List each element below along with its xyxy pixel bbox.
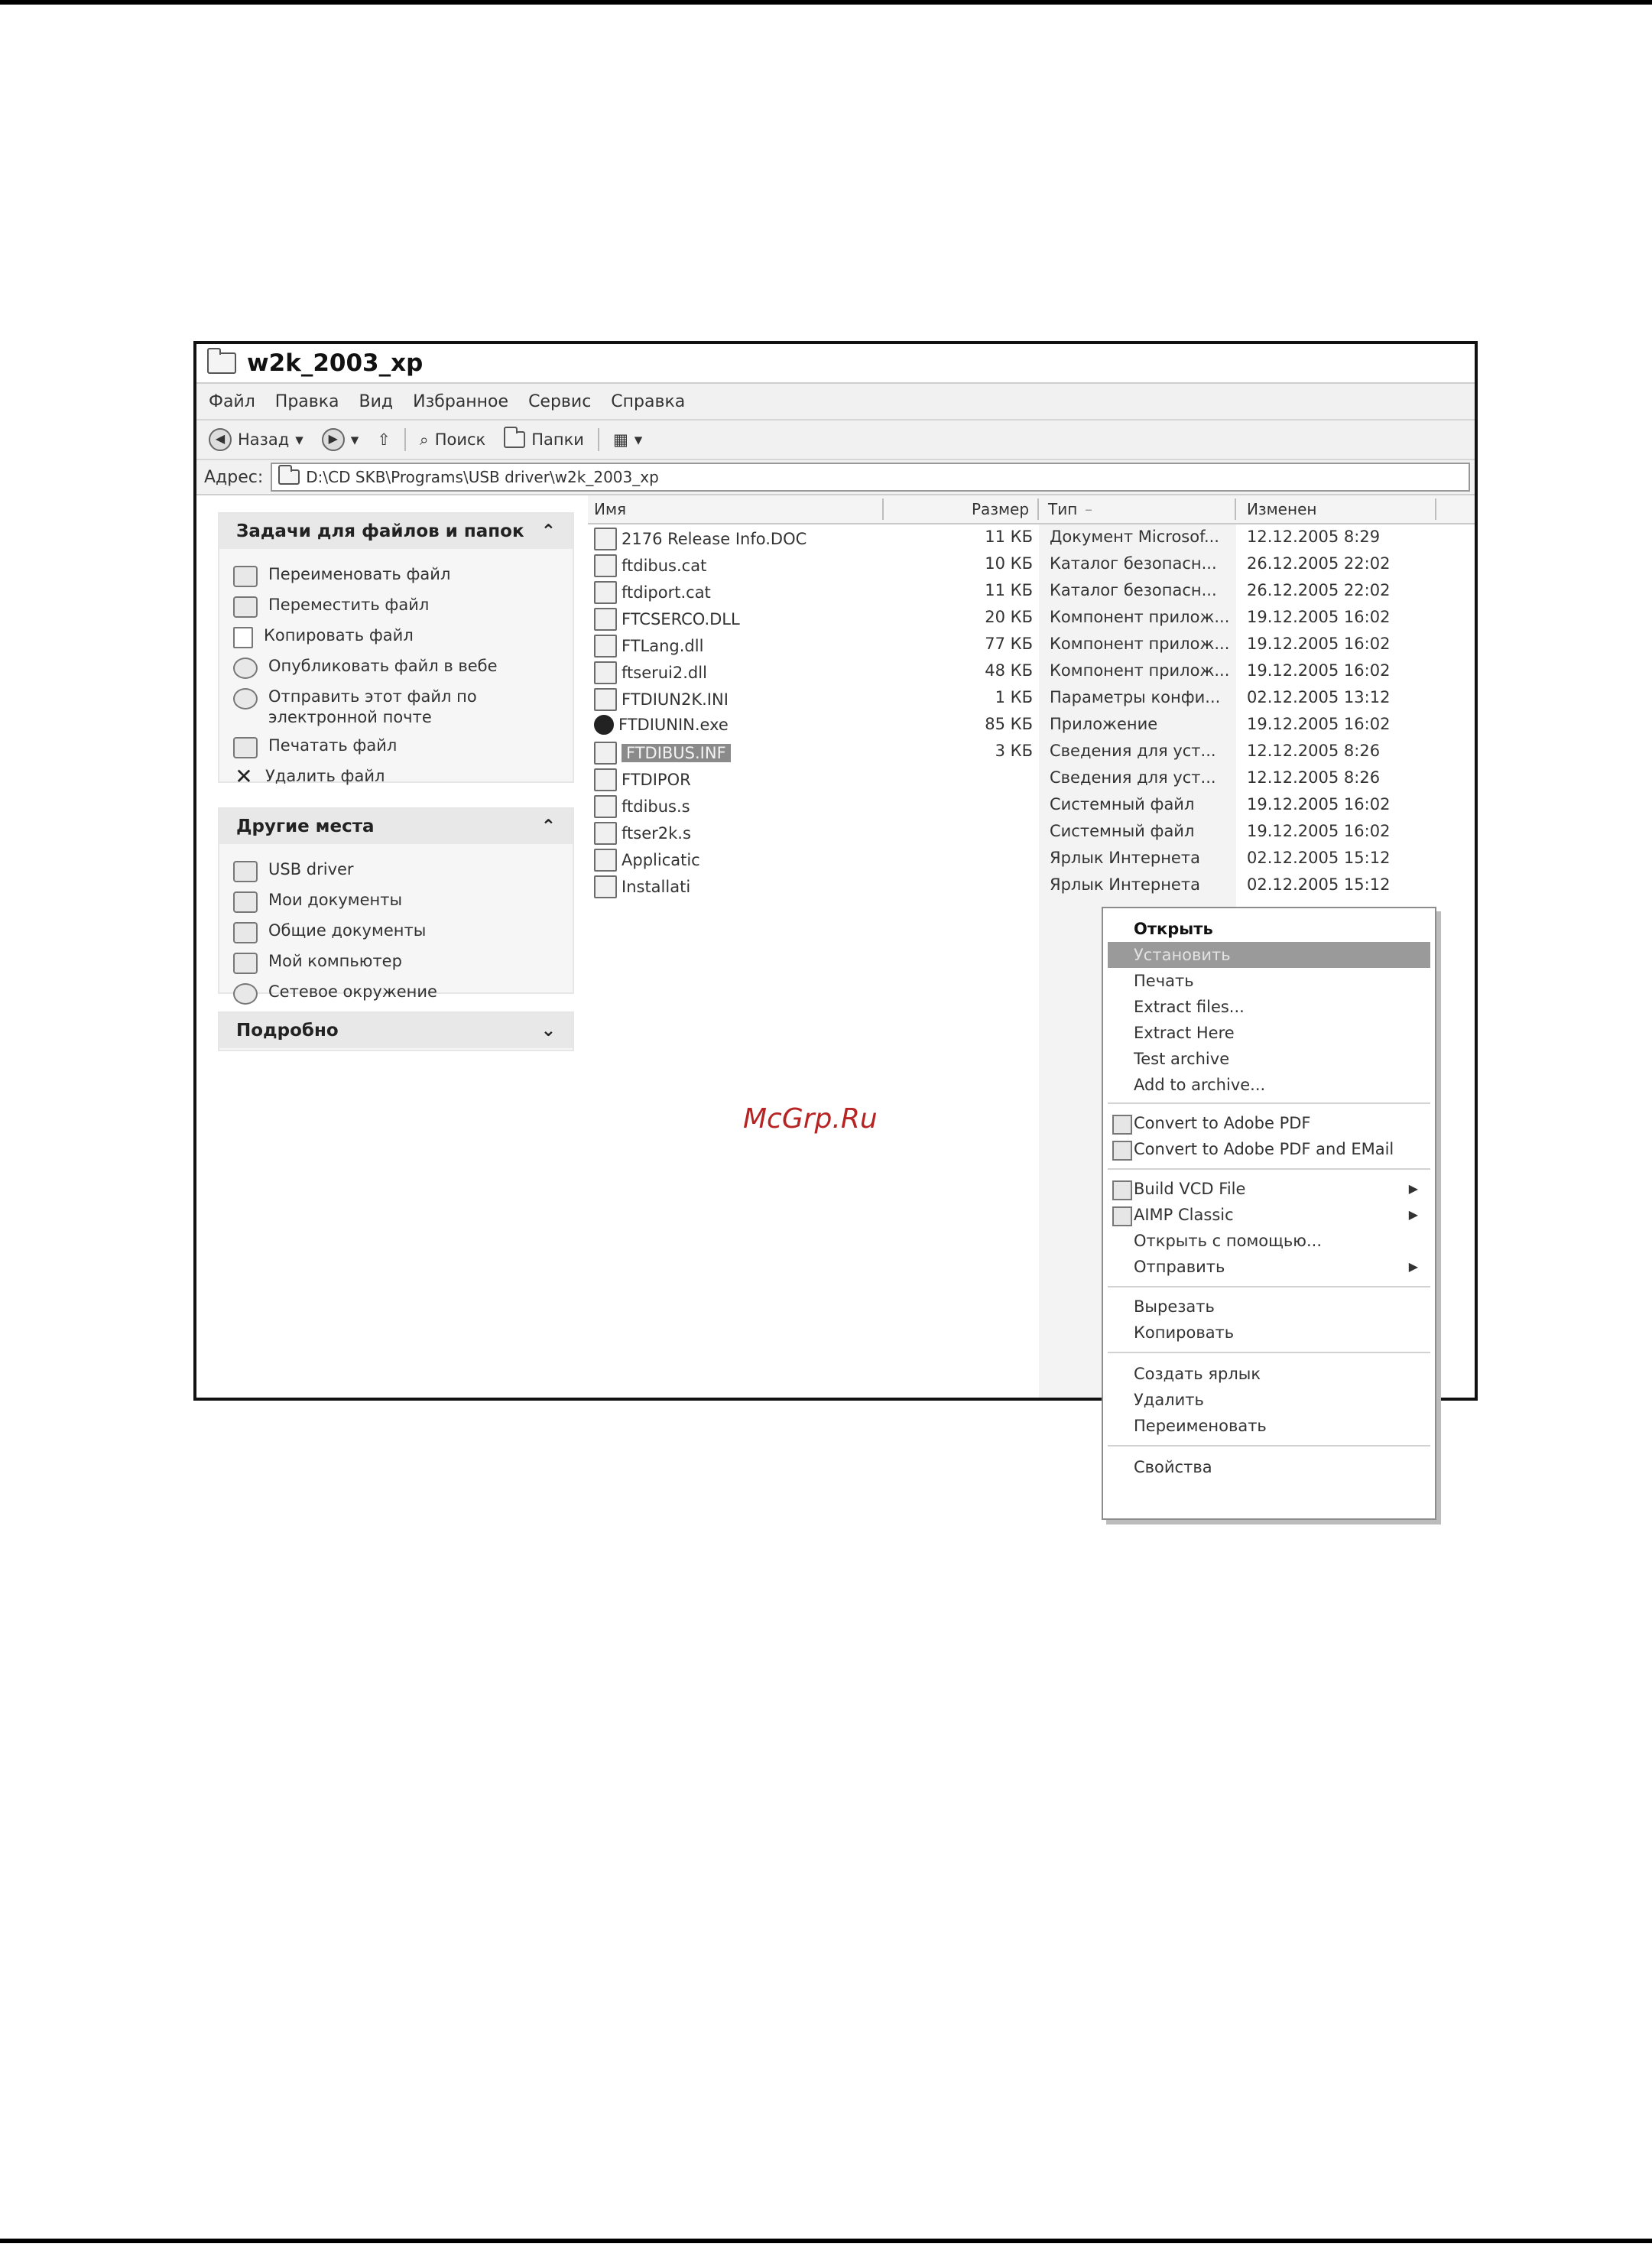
place-label: USB driver [268, 860, 354, 878]
system-file-icon [594, 822, 617, 845]
file-row[interactable] [588, 685, 1475, 712]
details-panel [218, 1011, 574, 1051]
place-network[interactable] [233, 982, 559, 1005]
place-shared-documents[interactable] [233, 921, 559, 943]
place-usb-driver[interactable] [233, 859, 559, 882]
forward-dropdown-icon: ▾ [350, 430, 359, 449]
dll-icon [594, 661, 617, 684]
menu-item-build-vcd[interactable] [1108, 1176, 1430, 1202]
column-divider[interactable] [1235, 498, 1236, 520]
views-icon: ▦ [612, 430, 628, 449]
menu-item-convert-pdf-email[interactable] [1108, 1136, 1430, 1162]
file-name-cell [594, 849, 700, 872]
file-name: Applicatic [622, 851, 700, 869]
file-name-cell [594, 581, 711, 604]
column-divider[interactable] [1037, 498, 1039, 520]
menu-item-send-to[interactable] [1108, 1254, 1430, 1280]
file-name-cell [594, 608, 740, 631]
task-label: Переименовать файл [268, 565, 451, 583]
file-name: FTCSERCO.DLL [622, 610, 740, 628]
file-date: 19.12.2005 16:02 [1247, 661, 1391, 680]
sort-indicator-icon: – [1085, 500, 1092, 518]
window-title: w2k_2003_xp [247, 349, 424, 377]
menu-item-label: Отправить [1134, 1258, 1225, 1276]
file-name-cell [594, 795, 690, 818]
folders-icon [504, 431, 525, 448]
file-name-cell [594, 822, 691, 845]
task-label: Удалить файл [265, 767, 385, 785]
file-type: Сведения для уст... [1050, 768, 1216, 787]
file-row[interactable] [588, 712, 1475, 739]
address-field[interactable] [271, 463, 1470, 492]
file-row[interactable] [588, 792, 1475, 819]
file-type: Компонент прилож... [1050, 635, 1230, 653]
file-name-cell [594, 715, 729, 735]
top-rule [0, 0, 1652, 5]
file-row[interactable] [588, 658, 1475, 685]
file-row[interactable] [588, 765, 1475, 792]
file-size: 85 КБ [985, 715, 1033, 733]
file-row[interactable] [588, 632, 1475, 658]
menu-separator [1108, 1286, 1430, 1287]
forward-arrow-icon: ▶ [322, 428, 345, 451]
file-date: 12.12.2005 8:26 [1247, 768, 1381, 787]
menu-item-label: Convert to Adobe PDF [1134, 1114, 1311, 1132]
folder-icon [233, 922, 258, 943]
task-label: Копировать файл [264, 626, 414, 645]
network-icon [233, 983, 258, 1005]
column-divider[interactable] [882, 498, 884, 520]
file-type: Компонент прилож... [1050, 661, 1230, 680]
toolbar [196, 421, 1475, 460]
menu-item-extract-here[interactable]: Extract Here [1134, 1024, 1235, 1042]
back-arrow-icon: ◀ [209, 428, 232, 451]
file-name: ftdiport.cat [622, 583, 711, 602]
back-button[interactable] [204, 427, 308, 453]
menu-separator [1108, 1102, 1430, 1104]
menu-item-cut[interactable]: Вырезать [1134, 1297, 1215, 1316]
task-pane [196, 495, 588, 1398]
menu-item-rename[interactable]: Переименовать [1134, 1417, 1267, 1435]
file-type: Документ Microsof... [1050, 528, 1219, 546]
file-date: 19.12.2005 16:02 [1247, 822, 1391, 840]
file-type: Параметры конфи... [1050, 688, 1221, 706]
file-type: Ярлык Интернета [1050, 849, 1200, 867]
file-size: 48 КБ [985, 661, 1033, 680]
task-move[interactable] [233, 595, 559, 618]
security-catalog-icon [594, 554, 617, 577]
address-path: D:\CD SKB\Programs\USB driver\w2k_2003_xp [306, 468, 659, 486]
file-type: Системный файл [1050, 822, 1195, 840]
column-divider[interactable] [1435, 498, 1436, 520]
menu-item-aimp[interactable] [1108, 1202, 1430, 1228]
menu-item-properties[interactable]: Свойства [1134, 1458, 1212, 1476]
file-row[interactable] [588, 872, 1475, 899]
watermark: McGrp.Ru [743, 1103, 878, 1135]
exe-icon [594, 715, 614, 735]
menu-favorites[interactable]: Избранное [413, 391, 509, 411]
place-label: Мой компьютер [268, 952, 402, 970]
email-icon [233, 688, 258, 709]
place-label: Мои документы [268, 891, 403, 909]
menu-item-copy[interactable]: Копировать [1134, 1323, 1235, 1342]
task-print[interactable] [233, 735, 559, 758]
menu-item-print[interactable]: Печать [1134, 972, 1194, 990]
col-date[interactable]: Изменен [1247, 500, 1317, 518]
back-dropdown-icon: ▾ [295, 430, 303, 449]
file-name: Installati [622, 878, 691, 896]
search-icon: ⌕ [419, 430, 429, 449]
folder-icon [233, 891, 258, 913]
file-tasks-panel [218, 512, 574, 789]
security-catalog-icon [594, 581, 617, 604]
toolbar-separator [404, 428, 406, 451]
menu-tools[interactable]: Сервис [528, 391, 592, 411]
menu-file[interactable]: Файл [209, 391, 255, 411]
menu-item-label: Convert to Adobe PDF and EMail [1134, 1140, 1394, 1158]
context-menu [1102, 907, 1436, 1520]
file-size: 20 КБ [985, 608, 1033, 626]
file-date: 02.12.2005 15:12 [1247, 849, 1391, 867]
file-type: Компонент прилож... [1050, 608, 1230, 626]
task-label: Отправить этот файл по электронной почте [268, 687, 477, 726]
inf-icon [594, 742, 617, 765]
computer-icon [233, 953, 258, 974]
submenu-arrow-icon: ▶ [1408, 1181, 1418, 1196]
file-name-cell [594, 554, 706, 577]
folders-label: Папки [531, 430, 584, 449]
menu-item-test-archive[interactable]: Test archive [1134, 1050, 1230, 1068]
file-name: ftserui2.dll [622, 664, 707, 682]
file-row[interactable] [588, 605, 1475, 632]
file-row[interactable] [588, 819, 1475, 846]
views-dropdown-icon: ▾ [634, 430, 643, 449]
file-type: Каталог безопасн... [1050, 581, 1217, 599]
submenu-arrow-icon: ▶ [1408, 1207, 1418, 1222]
up-folder-icon: ⇧ [377, 430, 391, 449]
folders-button[interactable] [499, 429, 589, 450]
search-button[interactable] [415, 429, 490, 451]
task-label: Печатать файл [268, 736, 398, 755]
file-name-cell [594, 528, 807, 550]
file-name: FTLang.dll [622, 637, 704, 655]
system-file-icon [594, 795, 617, 818]
bottom-rule [0, 2239, 1652, 2243]
menu-item-open[interactable]: Открыть [1134, 920, 1213, 938]
internet-shortcut-icon [594, 875, 617, 898]
file-name: FTDIBUS.INF [622, 744, 731, 762]
col-name[interactable]: Имя [594, 500, 627, 518]
menu-item-label: AIMP Classic [1134, 1206, 1234, 1224]
file-size: 1 КБ [995, 688, 1033, 706]
menu-separator [1108, 1445, 1430, 1447]
file-type: Ярлык Интернета [1050, 875, 1200, 894]
delete-icon: ✕ [235, 764, 253, 789]
address-label: Адрес: [204, 467, 264, 487]
file-name-cell [594, 742, 731, 765]
globe-icon [233, 658, 258, 679]
place-my-documents[interactable] [233, 890, 559, 913]
file-name: FTDIUN2K.INI [622, 690, 729, 709]
col-size[interactable]: Размер [972, 500, 1030, 518]
place-label: Общие документы [268, 921, 427, 940]
task-copy[interactable] [233, 625, 559, 648]
menu-help[interactable]: Справка [611, 391, 686, 411]
file-row[interactable] [588, 846, 1475, 872]
column-header [588, 495, 1475, 524]
file-row-selected[interactable] [588, 739, 1475, 765]
menu-separator [1108, 1168, 1430, 1170]
collapse-icon: ⌃ [540, 521, 556, 541]
internet-shortcut-icon [594, 849, 617, 872]
back-label: Назад [238, 430, 290, 449]
rename-icon [233, 566, 258, 587]
place-label: Сетевое окружение [268, 982, 437, 1001]
menu-item-create-shortcut[interactable]: Создать ярлык [1134, 1365, 1261, 1383]
file-date: 26.12.2005 22:02 [1247, 554, 1391, 573]
toolbar-separator [598, 428, 599, 451]
task-email[interactable] [233, 687, 559, 728]
file-name: FTDIPOR [622, 771, 691, 789]
search-label: Поиск [434, 430, 486, 449]
menu-separator [1108, 1352, 1430, 1353]
file-size: 11 КБ [985, 581, 1033, 599]
file-name-cell [594, 875, 690, 898]
menu-item-delete[interactable]: Удалить [1134, 1391, 1204, 1409]
menu-item-install[interactable]: Установить [1108, 942, 1430, 968]
file-date: 19.12.2005 16:02 [1247, 635, 1391, 653]
file-date: 19.12.2005 16:02 [1247, 608, 1391, 626]
ini-icon [594, 688, 617, 711]
col-type[interactable]: Тип [1048, 500, 1078, 518]
file-type: Приложение [1050, 715, 1158, 733]
menu-item-open-with[interactable]: Открыть с помощью... [1134, 1232, 1322, 1250]
other-places-title: Другие места [236, 817, 375, 836]
task-delete[interactable] [233, 766, 559, 787]
file-name: ftdibus.cat [622, 557, 707, 575]
file-date: 26.12.2005 22:02 [1247, 581, 1391, 599]
task-label: Переместить файл [268, 596, 430, 614]
aimp-icon [1112, 1206, 1132, 1226]
file-size: 10 КБ [985, 554, 1033, 573]
pdf-icon [1112, 1115, 1132, 1135]
folder-icon [207, 352, 236, 374]
menu-bar [196, 384, 1475, 421]
menu-edit[interactable]: Правка [274, 391, 339, 411]
file-tasks-title: Задачи для файлов и папок [236, 521, 524, 541]
move-icon [233, 596, 258, 618]
file-name: ftser2k.s [622, 824, 691, 843]
file-size: 3 КБ [995, 742, 1033, 760]
file-type: Каталог безопасн... [1050, 554, 1217, 573]
up-folder-button[interactable] [372, 429, 395, 450]
menu-view[interactable]: Вид [359, 391, 394, 411]
printer-icon [233, 737, 258, 758]
file-size: 11 КБ [985, 528, 1033, 546]
file-type: Системный файл [1050, 795, 1195, 813]
file-date: 12.12.2005 8:26 [1247, 742, 1381, 760]
file-date: 19.12.2005 16:02 [1247, 715, 1391, 733]
expand-icon: ⌄ [540, 1021, 556, 1041]
collapse-icon: ⌃ [540, 817, 556, 836]
details-header[interactable] [219, 1013, 573, 1048]
file-date: 19.12.2005 16:02 [1247, 795, 1391, 813]
other-places-panel [218, 807, 574, 1001]
file-date: 12.12.2005 8:29 [1247, 528, 1381, 546]
word-doc-icon [594, 528, 617, 550]
address-bar [196, 460, 1475, 495]
file-name: 2176 Release Info.DOC [622, 530, 807, 548]
file-date: 02.12.2005 13:12 [1247, 688, 1391, 706]
menu-item-convert-pdf[interactable] [1108, 1110, 1430, 1136]
address-folder-icon [278, 469, 300, 485]
explorer-window [193, 341, 1478, 1476]
file-name-cell [594, 688, 729, 711]
task-publish[interactable] [233, 656, 559, 679]
file-size: 77 КБ [985, 635, 1033, 653]
copy-icon [233, 627, 253, 648]
views-button[interactable] [609, 429, 647, 450]
file-name-cell [594, 661, 707, 684]
task-label: Опубликовать файл в вебе [268, 657, 498, 675]
menu-item-add-archive[interactable]: Add to archive... [1134, 1076, 1266, 1094]
file-name: FTDIUNIN.exe [618, 716, 729, 734]
dll-icon [594, 608, 617, 631]
pdf-email-icon [1112, 1141, 1132, 1161]
place-my-computer[interactable] [233, 951, 559, 974]
file-row[interactable] [588, 578, 1475, 605]
file-name-cell [594, 768, 691, 791]
inf-icon [594, 768, 617, 791]
submenu-arrow-icon: ▶ [1408, 1259, 1418, 1274]
folder-icon [233, 861, 258, 882]
file-list [588, 495, 1475, 1476]
file-name: ftdibus.s [622, 797, 690, 816]
file-type: Сведения для уст... [1050, 742, 1216, 760]
file-row[interactable] [588, 524, 1475, 551]
menu-item-extract-files[interactable]: Extract files... [1134, 998, 1245, 1016]
file-row[interactable] [588, 551, 1475, 578]
vcd-icon [1112, 1180, 1132, 1200]
dll-icon [594, 635, 617, 658]
title-bar [196, 344, 1475, 384]
details-title: Подробно [236, 1021, 339, 1041]
file-date: 02.12.2005 15:12 [1247, 875, 1391, 894]
forward-button[interactable] [317, 427, 364, 453]
task-rename[interactable] [233, 564, 559, 587]
menu-item-label: Build VCD File [1134, 1180, 1246, 1198]
file-tasks-header[interactable] [219, 514, 573, 549]
file-name-cell [594, 635, 703, 658]
other-places-header[interactable] [219, 809, 573, 844]
